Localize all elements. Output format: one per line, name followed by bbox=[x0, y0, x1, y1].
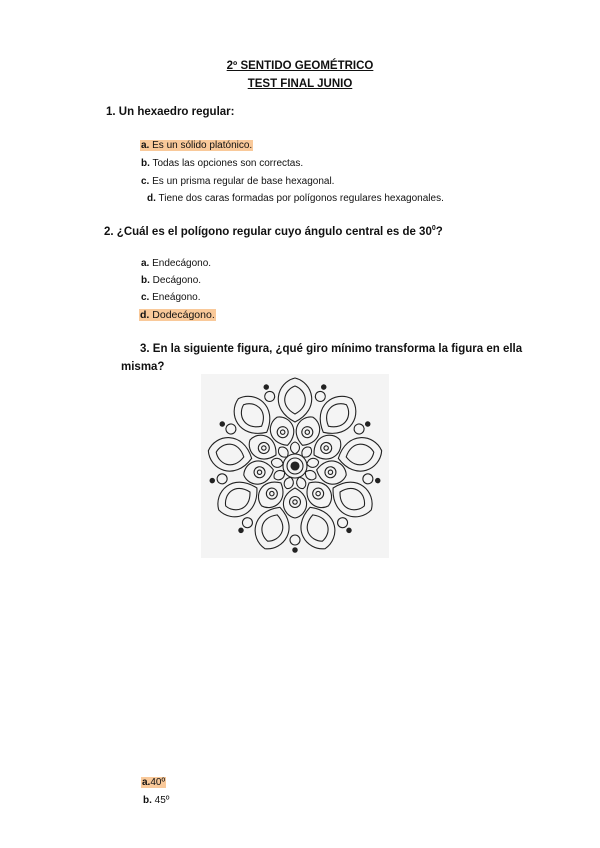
mandala-outer-petal-inner bbox=[285, 386, 306, 414]
mandala-outer-dot bbox=[336, 516, 350, 530]
mandala-middle-petal bbox=[308, 430, 346, 465]
mandala-inner-petal bbox=[299, 445, 314, 460]
mandala-spiral-core bbox=[304, 429, 310, 435]
mandala-outer-petal bbox=[205, 434, 254, 475]
mandala-figure bbox=[201, 374, 389, 558]
q2-option-d[interactable] bbox=[139, 309, 216, 321]
mandala-spiral bbox=[276, 425, 290, 439]
question-3-line1: En la siguiente figura, ¿qué giro mínimo transforma la figura en ella bbox=[152, 343, 523, 355]
mandala-outer-dot bbox=[263, 390, 276, 403]
mandala-spiral-core bbox=[280, 429, 286, 435]
mandala-spiral bbox=[290, 497, 301, 508]
q2-option-b[interactable] bbox=[140, 275, 202, 286]
mandala-inner-petal bbox=[276, 445, 291, 460]
q1-option-b[interactable] bbox=[140, 158, 304, 169]
q3-option-a[interactable] bbox=[141, 777, 166, 788]
mandala-tip-dot bbox=[365, 421, 371, 427]
mandala-middle-petal bbox=[244, 430, 282, 465]
question-3-number: 3. bbox=[140, 343, 150, 355]
mandala-spiral bbox=[300, 425, 314, 439]
q3-option-b[interactable] bbox=[142, 795, 170, 806]
q1-option-c[interactable] bbox=[140, 176, 335, 187]
mandala-inner-petal bbox=[291, 442, 300, 454]
q2-option-c[interactable] bbox=[140, 292, 202, 303]
q2-option-d-text: Dodecágono. bbox=[152, 309, 215, 321]
mandala-spiral-core bbox=[269, 490, 275, 496]
q1-option-d-letter: d. bbox=[147, 193, 156, 204]
q1-option-d[interactable] bbox=[146, 193, 445, 204]
mandala-outer-dot bbox=[240, 516, 254, 530]
mandala-outer-dot bbox=[216, 473, 228, 485]
q2-option-a[interactable] bbox=[140, 258, 212, 269]
q1-option-d-text: Tiene dos caras formadas por polígonos regulares hexagonales. bbox=[158, 193, 444, 204]
mandala-tip-dot bbox=[346, 527, 352, 533]
q1-option-c-letter: c. bbox=[141, 176, 150, 187]
q1-option-a[interactable] bbox=[140, 140, 253, 151]
mandala-outer-petal bbox=[278, 378, 311, 422]
question-3 bbox=[140, 343, 522, 355]
q3-option-a-letter: a. bbox=[142, 777, 151, 788]
q2-option-b-text: Decágono. bbox=[152, 275, 202, 286]
mandala-outer-petal bbox=[325, 474, 380, 525]
mandala-spiral bbox=[324, 466, 337, 479]
question-1-text: Un hexaedro regular: bbox=[118, 106, 235, 118]
q2-option-a-letter: a. bbox=[141, 258, 150, 269]
mandala-spiral-core bbox=[257, 470, 262, 475]
question-2 bbox=[104, 225, 443, 238]
q3-option-b-text: 45º bbox=[154, 795, 170, 806]
mandala-drawing bbox=[201, 374, 389, 558]
mandala-spiral bbox=[256, 440, 271, 455]
mandala-tip-dot bbox=[263, 384, 269, 390]
mandala-middle-petal bbox=[292, 413, 324, 449]
q2-option-d-letter: d. bbox=[140, 309, 150, 321]
mandala-outer-petal-inner bbox=[258, 511, 287, 544]
page-subtitle: TEST FINAL JUNIO bbox=[247, 78, 353, 90]
mandala-inner-petal bbox=[303, 468, 318, 482]
question-1-number: 1. bbox=[106, 106, 116, 118]
mandala-tip-dot bbox=[375, 478, 380, 483]
mandala-outer-petal-inner bbox=[344, 442, 375, 467]
q3-option-a-text: 40º bbox=[150, 777, 166, 788]
mandala-outer-petal-inner bbox=[214, 442, 245, 467]
mandala-spiral-core bbox=[323, 445, 329, 451]
q2-option-c-text: Eneágono. bbox=[152, 292, 201, 303]
q2-option-a-text: Endecágono. bbox=[152, 258, 212, 269]
mandala-spiral-core bbox=[293, 500, 297, 504]
mandala-middle-petal bbox=[266, 413, 298, 449]
q1-option-b-text: Todas las opciones son correctas. bbox=[152, 158, 304, 169]
mandala-outer-dot bbox=[314, 390, 327, 403]
mandala-outer-dot bbox=[290, 535, 300, 545]
q1-option-a-letter: a. bbox=[141, 140, 150, 151]
mandala-tip-dot bbox=[210, 478, 215, 483]
mandala-spiral bbox=[264, 486, 279, 501]
mandala-spiral-core bbox=[315, 490, 321, 496]
q1-option-c-text: Es un prisma regular de base hexagonal. bbox=[152, 176, 335, 187]
question-1 bbox=[106, 106, 234, 118]
mandala-inner-petal bbox=[271, 457, 284, 468]
question-2-end: ? bbox=[435, 225, 443, 238]
mandala-spiral bbox=[310, 486, 325, 501]
mandala-outer-petal bbox=[210, 474, 265, 525]
question-2-number: 2. bbox=[104, 225, 114, 238]
mandala-inner-petal bbox=[306, 457, 319, 468]
mandala-middle-petal bbox=[283, 488, 306, 518]
mandala-outer-dot bbox=[352, 422, 366, 436]
mandala-outer-petal bbox=[249, 502, 295, 555]
question-3-line2: misma? bbox=[121, 361, 165, 373]
q3-option-b-letter: b. bbox=[143, 795, 152, 806]
page-title: 2º SENTIDO GEOMÉTRICO bbox=[226, 60, 374, 72]
mandala-tip-dot bbox=[293, 548, 297, 552]
mandala-spiral-core bbox=[261, 445, 267, 451]
mandala-outer-dot bbox=[224, 422, 238, 436]
mandala-inner-petal bbox=[272, 468, 287, 482]
mandala-spiral bbox=[253, 466, 266, 479]
mandala-center-dot bbox=[291, 462, 299, 470]
mandala-spiral bbox=[319, 440, 334, 455]
question-2-degree: 0 bbox=[431, 225, 436, 232]
q2-option-c-letter: c. bbox=[141, 292, 150, 303]
q2-option-b-letter: b. bbox=[141, 275, 150, 286]
mandala-tip-dot bbox=[238, 527, 244, 533]
mandala-spiral-core bbox=[328, 470, 333, 475]
q1-option-b-letter: b. bbox=[141, 158, 150, 169]
mandala-outer-petal bbox=[294, 502, 340, 555]
question-2-text: ¿Cuál es el polígono regular cuyo ángulo central es de 30 bbox=[116, 225, 432, 238]
mandala-outer-dot bbox=[362, 473, 374, 485]
mandala-tip-dot bbox=[219, 421, 225, 427]
mandala-outer-petal-inner bbox=[303, 511, 332, 544]
mandala-tip-dot bbox=[321, 384, 327, 390]
mandala-outer-petal bbox=[335, 434, 384, 475]
q1-option-a-text: Es un sólido platónico. bbox=[152, 140, 253, 151]
